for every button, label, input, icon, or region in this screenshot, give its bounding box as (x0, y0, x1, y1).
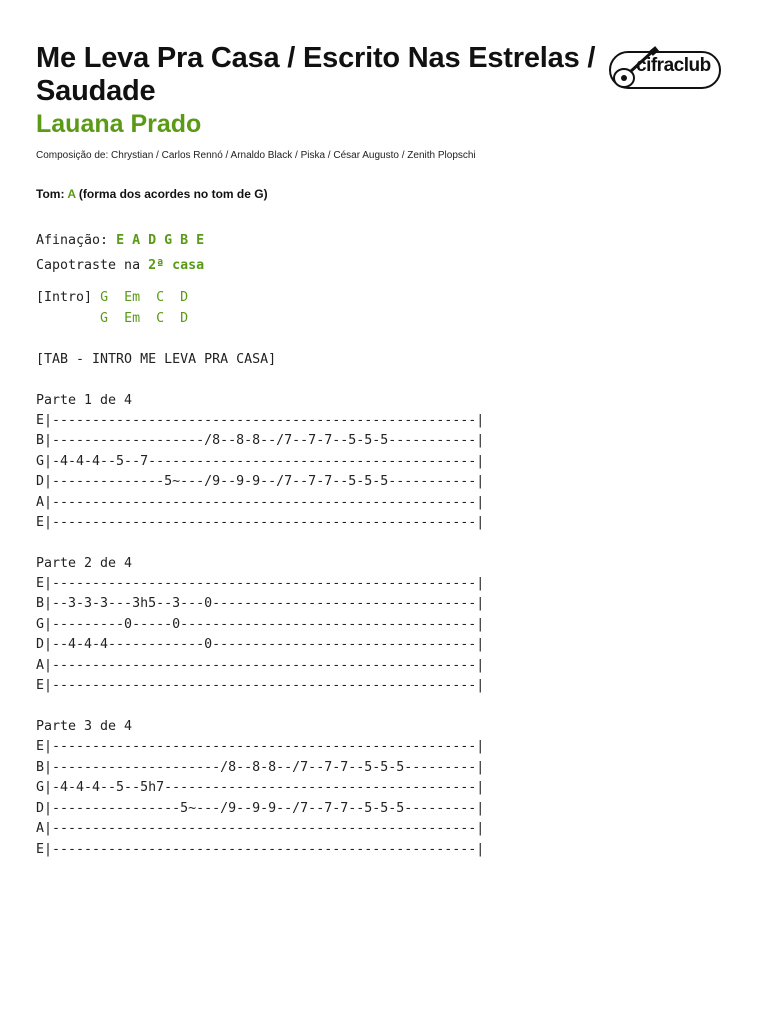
tab-line: G|-4-4-4--5--7-----------------------------------------| (36, 454, 485, 469)
chord[interactable]: D (180, 290, 189, 305)
chord[interactable]: D (180, 311, 189, 326)
tab-line: E|-----------------------------------------------------| (36, 576, 485, 591)
capo-label: Capotraste na (36, 258, 141, 273)
capo-value: 2ª casa (148, 258, 205, 273)
artist-name[interactable]: Lauana Prado (36, 110, 202, 138)
key-line (36, 187, 268, 201)
tab-line: B|--3-3-3---3h5--3---0---------------------------------| (36, 596, 485, 611)
tab-line: A|-----------------------------------------------------| (36, 495, 485, 510)
tab-line: D|----------------5~---/9--9-9--/7--7-7--5-5-5---------| (36, 801, 485, 816)
intro-line (36, 288, 188, 308)
logo-text: cifraclub (636, 55, 711, 76)
chord[interactable]: Em (124, 311, 141, 326)
tuning-label: Afinação: (36, 233, 109, 248)
composers: Composição de: Chrystian / Carlos Rennó / Arnaldo Black / Piska / César Augusto / Zenith Plopschi (36, 150, 476, 161)
tab-line: E|-----------------------------------------------------| (36, 739, 485, 754)
tuning-line (36, 231, 204, 251)
tab-line: G|---------0-----0-------------------------------------| (36, 617, 485, 632)
chord[interactable]: C (156, 290, 165, 305)
intro-label: [Intro] (36, 290, 93, 305)
intro-line-2 (36, 309, 188, 329)
chord[interactable]: C (156, 311, 165, 326)
tab-line: G|-4-4-4--5--5h7---------------------------------------| (36, 780, 485, 795)
part-title: Parte 3 de 4 (36, 719, 133, 734)
song-title: Me Leva Pra Casa / Escrito Nas Estrelas / Saudade (36, 42, 596, 107)
chord[interactable]: Em (124, 290, 141, 305)
tuning-value[interactable]: E A D G B E (116, 233, 205, 248)
key-label: Tom: (36, 187, 65, 201)
capo-line (36, 256, 204, 276)
part-title: Parte 2 de 4 (36, 556, 133, 571)
key-note: (forma dos acordes no tom de G) (78, 187, 268, 201)
tab-line: E|-----------------------------------------------------| (36, 842, 485, 857)
tab-line: E|-----------------------------------------------------| (36, 413, 485, 428)
tab-header: [TAB - INTRO ME LEVA PRA CASA] (36, 352, 277, 367)
tab-line: D|--------------5~---/9--9-9--/7--7-7--5-5-5-----------| (36, 474, 485, 489)
tab-line: A|-----------------------------------------------------| (36, 821, 485, 836)
tab-line: A|-----------------------------------------------------| (36, 658, 485, 673)
part-title: Parte 1 de 4 (36, 393, 133, 408)
tab-line: B|-------------------/8--8-8--/7--7-7--5-5-5-----------| (36, 433, 485, 448)
chord[interactable]: G (100, 311, 109, 326)
tab-line: D|--4-4-4------------0---------------------------------| (36, 637, 485, 652)
tab-line: B|---------------------/8--8-8--/7--7-7--5-5-5---------| (36, 760, 485, 775)
key-value[interactable]: A (67, 187, 76, 201)
tab-line: E|-----------------------------------------------------| (36, 678, 485, 693)
tab-line: E|-----------------------------------------------------| (36, 515, 485, 530)
chord[interactable]: G (100, 290, 109, 305)
